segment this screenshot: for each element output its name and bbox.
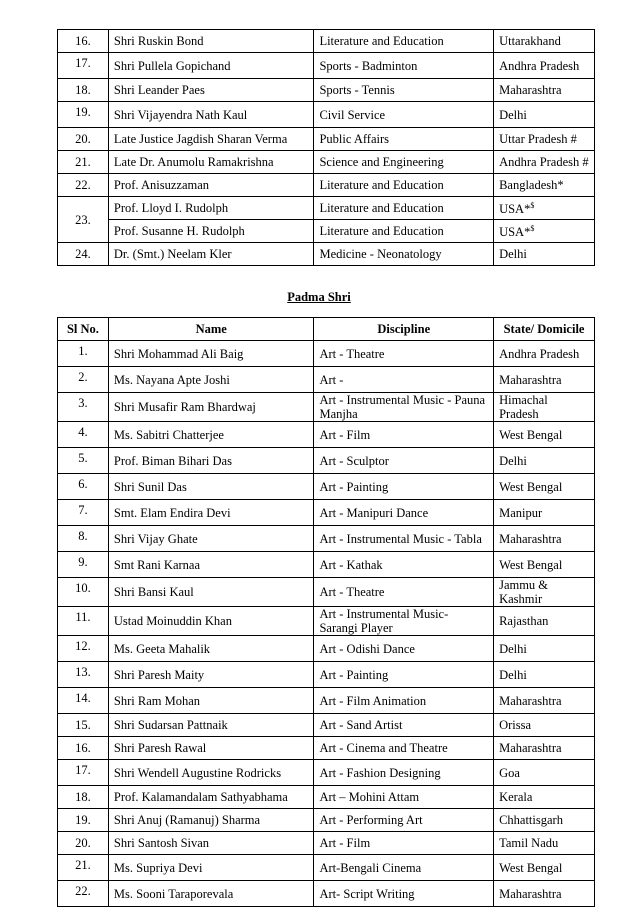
sl-no-cell: 8.	[58, 526, 109, 552]
discipline-cell: Art - Performing Art	[314, 809, 494, 832]
name-cell: Shri Paresh Maity	[108, 662, 314, 688]
name-cell: Late Dr. Anumolu Ramakrishna	[108, 151, 314, 174]
sl-no-cell: 23.	[58, 197, 109, 243]
table-header	[58, 318, 595, 341]
state-cell: Manipur	[494, 500, 595, 526]
discipline-cell: Art-Bengali Cinema	[314, 855, 494, 881]
discipline-cell: Art - Kathak	[314, 552, 494, 578]
table-row	[58, 737, 595, 760]
state-cell: Maharashtra	[494, 367, 595, 393]
table-row	[58, 474, 595, 500]
state-cell: Maharashtra	[494, 688, 595, 714]
padma-shri-heading: Padma Shri	[287, 290, 351, 304]
state-cell: Maharashtra	[494, 526, 595, 552]
name-cell: Shri Santosh Sivan	[108, 832, 314, 855]
discipline-cell: Sports - Tennis	[314, 79, 494, 102]
table-row	[58, 786, 595, 809]
name-cell: Shri Paresh Rawal	[108, 737, 314, 760]
table-row	[58, 243, 595, 266]
sl-no-cell: 5.	[58, 448, 109, 474]
name-cell: Ms. Supriya Devi	[108, 855, 314, 881]
table-row	[58, 422, 595, 448]
sl-no-cell: 16.	[58, 737, 109, 760]
sl-no-cell: 19.	[58, 102, 109, 128]
state-cell: Tamil Nadu	[494, 832, 595, 855]
sl-no-cell: 7.	[58, 500, 109, 526]
table-row	[58, 855, 595, 881]
padma-shri-table	[57, 317, 595, 907]
state-cell: Himachal Pradesh	[494, 393, 595, 422]
table-row	[58, 809, 595, 832]
padma-shri-body	[58, 341, 595, 907]
sl-no-cell: 11.	[58, 607, 109, 636]
name-cell: Shri Leander Paes	[108, 79, 314, 102]
discipline-cell: Art - Instrumental Music - Tabla	[314, 526, 494, 552]
sl-no-cell: 18.	[58, 786, 109, 809]
table-row	[58, 220, 595, 243]
discipline-cell: Art - Manipuri Dance	[314, 500, 494, 526]
table-row	[58, 500, 595, 526]
state-cell: West Bengal	[494, 552, 595, 578]
sl-no-cell: 19.	[58, 809, 109, 832]
discipline-cell: Art - Odishi Dance	[314, 636, 494, 662]
name-cell: Shri Musafir Ram Bhardwaj	[108, 393, 314, 422]
state-cell: West Bengal	[494, 422, 595, 448]
discipline-cell: Literature and Education	[314, 220, 494, 243]
discipline-cell: Literature and Education	[314, 30, 494, 53]
table-row	[58, 688, 595, 714]
discipline-cell: Civil Service	[314, 102, 494, 128]
discipline-cell: Public Affairs	[314, 128, 494, 151]
state-cell: Bangladesh*	[494, 174, 595, 197]
state-cell: Delhi	[494, 636, 595, 662]
sl-no-cell: 1.	[58, 341, 109, 367]
discipline-cell: Art - Fashion Designing	[314, 760, 494, 786]
table-row	[58, 832, 595, 855]
discipline-cell: Literature and Education	[314, 197, 494, 220]
header-name: Name	[108, 318, 314, 341]
name-cell: Shri Vijayendra Nath Kaul	[108, 102, 314, 128]
discipline-cell: Art - Painting	[314, 662, 494, 688]
state-cell: Uttarakhand	[494, 30, 595, 53]
discipline-cell: Art- Script Writing	[314, 881, 494, 907]
state-cell	[494, 220, 595, 243]
name-cell: Shri Sudarsan Pattnaik	[108, 714, 314, 737]
state-cell: Goa	[494, 760, 595, 786]
header-state: State/ Domicile	[494, 318, 595, 341]
sl-no-cell: 20.	[58, 832, 109, 855]
state-cell: Maharashtra	[494, 79, 595, 102]
name-cell: Prof. Anisuzzaman	[108, 174, 314, 197]
state-cell: Delhi	[494, 448, 595, 474]
sl-no-cell: 6.	[58, 474, 109, 500]
table-row	[58, 151, 595, 174]
table-row	[58, 448, 595, 474]
table-row	[58, 128, 595, 151]
sl-no-cell: 14.	[58, 688, 109, 714]
header-discipline: Discipline	[314, 318, 494, 341]
table-row	[58, 607, 595, 636]
table-row	[58, 174, 595, 197]
state-cell: Andhra Pradesh #	[494, 151, 595, 174]
state-cell	[494, 197, 595, 220]
name-cell: Prof. Susanne H. Rudolph	[108, 220, 314, 243]
discipline-cell: Art – Mohini Attam	[314, 786, 494, 809]
state-cell: Chhattisgarh	[494, 809, 595, 832]
table-row	[58, 30, 595, 53]
discipline-cell: Literature and Education	[314, 174, 494, 197]
table-row	[58, 102, 595, 128]
table-row	[58, 636, 595, 662]
sl-no-cell: 21.	[58, 151, 109, 174]
state-cell: Delhi	[494, 243, 595, 266]
state-cell: Rajasthan	[494, 607, 595, 636]
sl-no-cell: 22.	[58, 174, 109, 197]
name-cell: Shri Bansi Kaul	[108, 578, 314, 607]
table-row	[58, 393, 595, 422]
state-superscript: $	[530, 224, 535, 234]
sl-no-cell: 24.	[58, 243, 109, 266]
discipline-cell: Art -	[314, 367, 494, 393]
state-cell: Andhra Pradesh	[494, 53, 595, 79]
discipline-cell: Art - Theatre	[314, 341, 494, 367]
state-superscript: $	[530, 201, 535, 211]
sl-no-cell: 17.	[58, 760, 109, 786]
table-row	[58, 197, 595, 220]
discipline-cell: Art - Instrumental Music- Sarangi Player	[314, 607, 494, 636]
name-cell: Shri Vijay Ghate	[108, 526, 314, 552]
state-cell: Uttar Pradesh #	[494, 128, 595, 151]
state-cell: Delhi	[494, 662, 595, 688]
name-cell: Prof. Kalamandalam Sathyabhama	[108, 786, 314, 809]
table-row	[58, 367, 595, 393]
table-row	[58, 578, 595, 607]
discipline-cell: Art - Instrumental Music - Pauna Manjha	[314, 393, 494, 422]
table-row	[58, 662, 595, 688]
sl-no-cell: 10.	[58, 578, 109, 607]
name-cell: Ustad Moinuddin Khan	[108, 607, 314, 636]
state-text: USA*	[499, 225, 531, 240]
table-row	[58, 53, 595, 79]
header-row	[58, 318, 595, 341]
name-cell: Prof. Biman Bihari Das	[108, 448, 314, 474]
state-cell: West Bengal	[494, 855, 595, 881]
name-cell: Shri Mohammad Ali Baig	[108, 341, 314, 367]
discipline-cell: Art - Film	[314, 832, 494, 855]
name-cell: Shri Ram Mohan	[108, 688, 314, 714]
state-cell: Maharashtra	[494, 881, 595, 907]
discipline-cell: Art - Theatre	[314, 578, 494, 607]
state-cell: Kerala	[494, 786, 595, 809]
sl-no-cell: 2.	[58, 367, 109, 393]
name-cell: Dr. (Smt.) Neelam Kler	[108, 243, 314, 266]
sl-no-cell: 9.	[58, 552, 109, 578]
name-cell: Ms. Nayana Apte Joshi	[108, 367, 314, 393]
sl-no-cell: 21.	[58, 855, 109, 881]
sl-no-cell: 13.	[58, 662, 109, 688]
table-row	[58, 341, 595, 367]
name-cell: Shri Sunil Das	[108, 474, 314, 500]
sl-no-cell: 12.	[58, 636, 109, 662]
sl-no-cell: 3.	[58, 393, 109, 422]
name-cell: Late Justice Jagdish Sharan Verma	[108, 128, 314, 151]
sl-no-cell: 22.	[58, 881, 109, 907]
header-sl-no: Sl No.	[58, 318, 109, 341]
discipline-cell: Art - Sculptor	[314, 448, 494, 474]
table-row	[58, 552, 595, 578]
state-text: USA*	[499, 202, 531, 217]
top-awards-table	[57, 29, 595, 266]
name-cell: Ms. Sabitri Chatterjee	[108, 422, 314, 448]
table-row	[58, 79, 595, 102]
name-cell: Ms. Sooni Taraporevala	[108, 881, 314, 907]
state-cell: Maharashtra	[494, 737, 595, 760]
name-cell: Smt Rani Karnaa	[108, 552, 314, 578]
table-row	[58, 760, 595, 786]
top-awards-body	[58, 30, 595, 266]
discipline-cell: Art - Film	[314, 422, 494, 448]
name-cell: Shri Wendell Augustine Rodricks	[108, 760, 314, 786]
discipline-cell: Art - Film Animation	[314, 688, 494, 714]
state-cell: Orissa	[494, 714, 595, 737]
state-cell: West Bengal	[494, 474, 595, 500]
name-cell: Ms. Geeta Mahalik	[108, 636, 314, 662]
name-cell: Shri Ruskin Bond	[108, 30, 314, 53]
table-row	[58, 714, 595, 737]
state-cell: Jammu & Kashmir	[494, 578, 595, 607]
name-cell: Smt. Elam Endira Devi	[108, 500, 314, 526]
state-cell: Andhra Pradesh	[494, 341, 595, 367]
state-cell: Delhi	[494, 102, 595, 128]
name-cell: Shri Pullela Gopichand	[108, 53, 314, 79]
sl-no-cell: 17.	[58, 53, 109, 79]
name-cell: Shri Anuj (Ramanuj) Sharma	[108, 809, 314, 832]
discipline-cell: Art - Painting	[314, 474, 494, 500]
sl-no-cell: 20.	[58, 128, 109, 151]
discipline-cell: Science and Engineering	[314, 151, 494, 174]
sl-no-cell: 16.	[58, 30, 109, 53]
sl-no-cell: 4.	[58, 422, 109, 448]
table-row	[58, 526, 595, 552]
name-cell: Prof. Lloyd I. Rudolph	[108, 197, 314, 220]
discipline-cell: Art - Sand Artist	[314, 714, 494, 737]
sl-no-cell: 18.	[58, 79, 109, 102]
sl-no-cell: 15.	[58, 714, 109, 737]
discipline-cell: Art - Cinema and Theatre	[314, 737, 494, 760]
discipline-cell: Sports - Badminton	[314, 53, 494, 79]
discipline-cell: Medicine - Neonatology	[314, 243, 494, 266]
